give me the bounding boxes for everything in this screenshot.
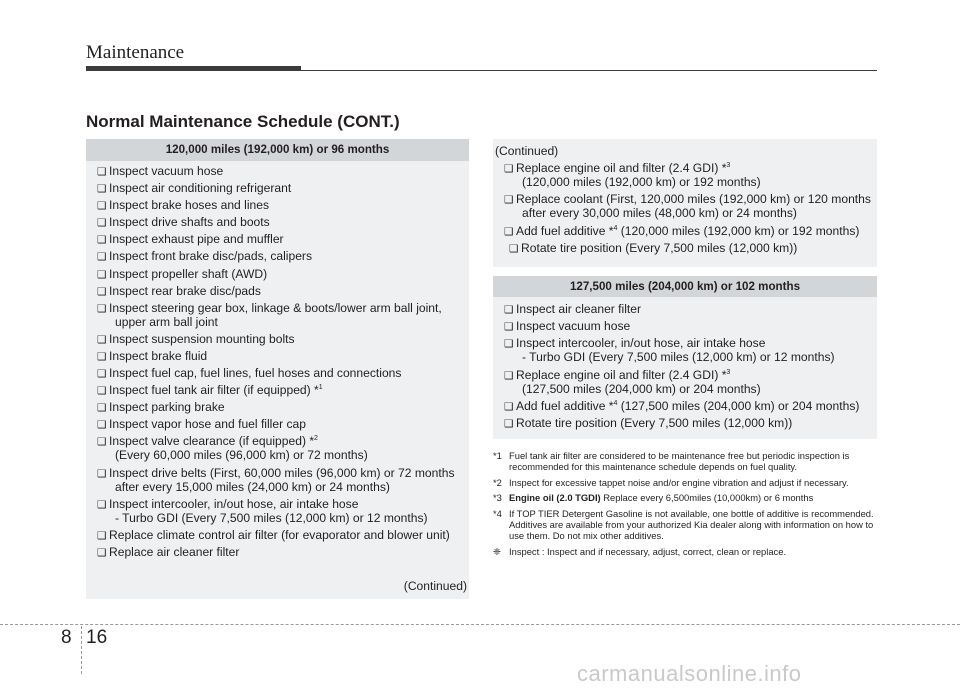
checkbox-icon: ❑ xyxy=(97,498,107,511)
checklist-item xyxy=(493,368,877,396)
footnotes xyxy=(493,450,878,561)
item-subtext: after every 30,000 miles (48,000 km) or 24 months) xyxy=(522,206,797,221)
footnote-bold: Engine oil (2.0 TGDI) xyxy=(509,492,601,504)
checklist-item xyxy=(493,319,877,333)
schedule-heading: 120,000 miles (192,000 km) or 96 months xyxy=(86,139,469,161)
checklist-item xyxy=(86,528,469,542)
item-text: Inspect brake fluid xyxy=(109,348,208,363)
item-subtext: - Turbo GDI (Every 7,500 miles (12,000 km) or 12 months) xyxy=(522,350,835,365)
checkbox-icon: ❑ xyxy=(509,243,519,256)
checklist-item xyxy=(493,224,877,238)
footnote-text: Replace every 6,500miles (10,000km) or 6 months xyxy=(600,492,814,504)
checklist-item xyxy=(86,383,469,397)
item-text: Inspect drive belts (First, 60,000 miles (96,000 km) or 72 months xyxy=(109,465,455,480)
item-text: Replace engine oil and filter (2.4 GDI) * xyxy=(516,161,727,175)
page-number: 16 xyxy=(86,627,108,648)
item-text: Inspect vacuum hose xyxy=(109,164,224,178)
checklist-item xyxy=(493,336,877,364)
checkbox-icon: ❑ xyxy=(504,225,514,238)
checklist-item xyxy=(493,302,877,316)
continued-label: (Continued) xyxy=(403,579,467,593)
footnote xyxy=(493,508,878,542)
checkbox-icon: ❑ xyxy=(97,285,107,298)
checkbox-icon: ❑ xyxy=(504,321,514,334)
checklist-item xyxy=(86,400,469,414)
item-text: Inspect suspension mounting bolts xyxy=(109,331,295,346)
footnote xyxy=(493,450,878,473)
continued-label: (Continued) xyxy=(495,144,559,158)
footnote-ref: 4 xyxy=(613,399,618,407)
checkbox-icon: ❑ xyxy=(97,385,107,398)
item-subtext: (120,000 miles (192,000 km) or 192 months) xyxy=(522,175,761,189)
checkbox-icon: ❑ xyxy=(504,417,514,430)
checkbox-icon: ❑ xyxy=(97,368,107,381)
item-text: Inspect fuel cap, fuel lines, fuel hoses and connections xyxy=(109,366,402,381)
watermark: carmanualsonline.info xyxy=(577,661,802,686)
item-text: Inspect parking brake xyxy=(109,400,225,415)
checklist-item xyxy=(493,241,877,255)
item-text-after: (120,000 miles (192,000 km) or 192 months) xyxy=(617,223,860,238)
checklist-item xyxy=(493,192,877,220)
footnote-ref: 4 xyxy=(613,224,618,232)
checklist-item xyxy=(86,417,469,431)
schedule-120000 xyxy=(86,139,469,599)
section-title: Normal Maintenance Schedule (CONT.) xyxy=(86,112,400,131)
schedule-items xyxy=(493,297,877,430)
checklist-item xyxy=(86,267,469,281)
item-text: Inspect intercooler, in/out hose, air intake hose xyxy=(516,336,766,351)
item-text: Rotate tire position (Every 7,500 miles (12,000 km)) xyxy=(516,415,793,430)
checkbox-icon: ❑ xyxy=(97,546,107,559)
checklist-item xyxy=(86,284,469,298)
section-number: 8 xyxy=(61,627,72,648)
footnote-marker: *3 xyxy=(493,492,502,504)
checkbox-icon: ❑ xyxy=(97,419,107,432)
item-text: Add fuel additive * xyxy=(516,398,614,413)
checklist-item xyxy=(86,181,469,195)
header-bar xyxy=(86,66,301,71)
checkbox-icon: ❑ xyxy=(97,302,107,315)
checkbox-icon: ❑ xyxy=(97,183,107,196)
footer-separator xyxy=(81,626,82,674)
item-text: Inspect valve clearance (if equipped) * xyxy=(109,434,315,449)
item-text-after: (127,500 miles (204,000 km) or 204 months) xyxy=(617,398,860,413)
chapter-title: Maintenance xyxy=(86,42,185,63)
checkbox-icon: ❑ xyxy=(504,163,514,175)
item-text: Inspect fuel tank air filter (if equipped) * xyxy=(109,383,319,398)
checkbox-icon: ❑ xyxy=(97,234,107,247)
checklist-item xyxy=(86,497,469,525)
checklist-item xyxy=(86,301,469,329)
item-text: Inspect propeller shaft (AWD) xyxy=(109,266,268,281)
checkbox-icon: ❑ xyxy=(97,251,107,264)
footnote-marker: *4 xyxy=(493,507,502,519)
footnote-text: Fuel tank air filter are considered to be maintenance free but periodic inspection is recommended for this maintenance schedule depends on fuel quality. xyxy=(509,450,850,473)
schedule-127500 xyxy=(493,276,877,439)
item-text: Inspect intercooler, in/out hose, air intake hose xyxy=(109,496,359,511)
checkbox-icon: ❑ xyxy=(97,350,107,363)
item-text: Inspect air conditioning refrigerant xyxy=(109,181,292,196)
item-text: Inspect brake hoses and lines xyxy=(109,198,270,213)
checkbox-icon: ❑ xyxy=(97,529,107,542)
item-text: Inspect exhaust pipe and muffler xyxy=(109,232,284,247)
item-subtext: - Turbo GDI (Every 7,500 miles (12,000 km) or 12 months) xyxy=(115,510,428,525)
item-text: Inspect vacuum hose xyxy=(516,319,631,334)
item-text: Inspect air cleaner filter xyxy=(516,302,642,316)
item-text: Replace air cleaner filter xyxy=(109,544,240,559)
checklist-item xyxy=(86,164,469,178)
checkbox-icon: ❑ xyxy=(504,194,514,207)
schedule-items xyxy=(86,161,469,559)
item-text: Inspect steering gear box, linkage & boots/lower arm ball joint, xyxy=(109,300,442,315)
checkbox-icon: ❑ xyxy=(97,333,107,346)
item-text: Rotate tire position (Every 7,500 miles (12,000 km)) xyxy=(521,241,798,256)
item-text: Inspect rear brake disc/pads xyxy=(109,283,261,298)
footnote xyxy=(493,492,878,503)
header-rule xyxy=(301,70,877,71)
item-subtext: (Every 60,000 miles (96,000 km) or 72 months) xyxy=(115,448,368,463)
item-text: Replace coolant (First, 120,000 miles (192,000 km) or 120 months xyxy=(516,192,871,207)
footnote xyxy=(493,477,878,488)
checkbox-icon: ❑ xyxy=(97,467,107,480)
schedule-heading: 127,500 miles (204,000 km) or 102 months xyxy=(493,276,877,297)
item-subtext: upper arm ball joint xyxy=(115,314,218,329)
checkbox-icon: ❑ xyxy=(97,166,107,178)
checklist-item xyxy=(493,399,877,413)
item-subtext: (127,500 miles (204,000 km) or 204 months) xyxy=(522,381,761,396)
schedule-continued xyxy=(493,139,877,267)
item-text: Inspect vapor hose and fuel filler cap xyxy=(109,417,306,432)
footer-divider xyxy=(0,624,960,625)
checklist-item xyxy=(86,232,469,246)
checklist-item xyxy=(86,198,469,212)
checklist-item xyxy=(86,249,469,263)
checkbox-icon: ❑ xyxy=(97,217,107,230)
item-text: Replace climate control air filter (for evaporator and blower unit) xyxy=(109,527,450,542)
checkbox-icon: ❑ xyxy=(97,402,107,415)
checklist-item xyxy=(86,545,469,559)
checklist-item xyxy=(86,215,469,229)
checkbox-icon: ❑ xyxy=(97,268,107,281)
footnote-marker: ❈ xyxy=(493,545,501,557)
item-text: Replace engine oil and filter (2.4 GDI) * xyxy=(516,367,727,382)
checkbox-icon: ❑ xyxy=(504,400,514,413)
footnote-ref: 3 xyxy=(726,161,731,169)
checkbox-icon: ❑ xyxy=(504,338,514,351)
item-text: Inspect front brake disc/pads, calipers xyxy=(109,249,313,264)
footnote-text: If TOP TIER Detergent Gasoline is not available, one bottle of additive is recommended. Additives are available from your authorized Kia dealer along with information on how to use them. Do not mix other additives. xyxy=(509,507,874,542)
footnote-ref: 3 xyxy=(726,368,731,376)
checklist-item xyxy=(86,366,469,380)
footnote xyxy=(493,546,878,557)
checkbox-icon: ❑ xyxy=(97,436,107,449)
checklist-item xyxy=(86,332,469,346)
checklist-item xyxy=(493,416,877,430)
item-text: Add fuel additive * xyxy=(516,223,614,238)
checkbox-icon: ❑ xyxy=(97,200,107,213)
footnote-ref: 2 xyxy=(314,435,318,443)
footnote-text: Inspect : Inspect and if necessary, adjust, correct, clean or replace. xyxy=(509,545,787,557)
schedule-items xyxy=(493,158,877,255)
checklist-item xyxy=(86,349,469,363)
footnote-marker: *2 xyxy=(493,476,502,488)
item-subtext: after every 15,000 miles (24,000 km) or 24 months) xyxy=(115,479,390,494)
checklist-item xyxy=(86,434,469,462)
checklist-item xyxy=(493,161,877,189)
footnote-ref: 1 xyxy=(318,384,323,392)
footnote-text: Inspect for excessive tappet noise and/or engine vibration and adjust if necessary. xyxy=(509,476,849,488)
checklist-item xyxy=(86,466,469,494)
checkbox-icon: ❑ xyxy=(504,369,514,382)
footnote-marker: *1 xyxy=(493,450,502,461)
item-text: Inspect drive shafts and boots xyxy=(109,215,270,230)
checkbox-icon: ❑ xyxy=(504,304,514,316)
